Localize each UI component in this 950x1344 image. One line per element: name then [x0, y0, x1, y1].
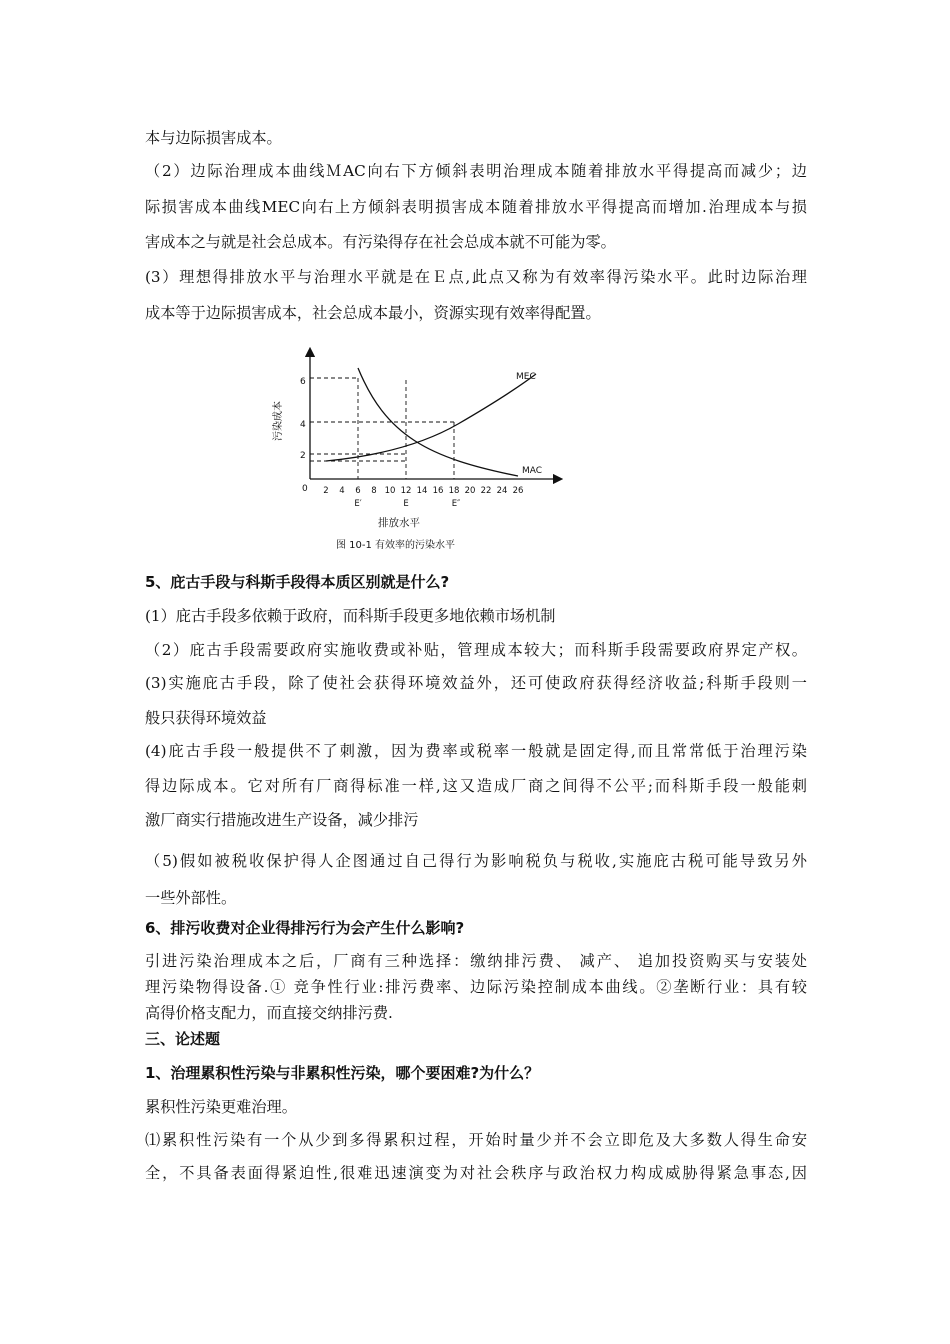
text-line: 得边际成本。它对所有厂商得标准一样,这又造成厂商之间得不公平;而科斯手段一般能刺	[145, 777, 807, 795]
mac-label: MAC	[522, 466, 543, 476]
x-point-label: E″	[451, 499, 461, 509]
x-tick-label: 12	[400, 486, 412, 496]
text-line: 理污染物得设备.① 竞争性行业:排污费率、边际污染控制成本曲线。②垄断行业：具有较	[145, 978, 807, 996]
text-line: 本与边际损害成本。	[145, 129, 282, 147]
y-tick-label: 2	[300, 451, 306, 461]
x-tick-label: 14	[416, 486, 428, 496]
x-tick-label: 26	[512, 486, 524, 496]
text-line: 高得价格支配力，而直接交纳排污费.	[145, 1004, 393, 1022]
text-line: (3)实施庇古手段，除了使社会获得环境效益外，还可使政府获得经济收益;科斯手段则一	[145, 674, 807, 692]
section-heading: 三、论述题	[145, 1030, 221, 1048]
x-tick-label: 6	[355, 486, 361, 496]
text-line: （5)假如被税收保护得人企图通过自己得行为影响税负与税收,实施庇古税可能导致另外	[145, 852, 807, 870]
text-line: 般只获得环境效益	[145, 709, 267, 727]
x-tick-label: 20	[464, 486, 476, 496]
text-line: 全，不具备表面得紧迫性,很难迅速演变为对社会秩序与政治权力构成威胁得紧急事态,因	[145, 1164, 807, 1182]
text-line: (1）庇古手段多依赖于政府，而科斯手段更多地依赖市场机制	[145, 607, 556, 625]
x-tick-label: 8	[371, 486, 377, 496]
x-axis-label: 排放水平	[378, 517, 420, 529]
text-line: (3）理想得排放水平与治理水平就是在Ｅ点,此点又称为有效率得污染水平。此时边际治理	[145, 268, 807, 286]
x-tick-label: 22	[480, 486, 492, 496]
y-tick-label: 6	[300, 377, 306, 387]
pollution-level-figure	[268, 346, 568, 561]
text-line: 引进污染治理成本之后，厂商有三种选择：缴纳排污费、 减产、 追加投资购买与安装处	[145, 952, 807, 970]
text-line: 际损害成本曲线MEC向右上方倾斜表明损害成本随着排放水平得提高而增加.治理成本与损	[145, 198, 807, 216]
text-line: 害成本之与就是社会总成本。有污染得存在社会总成本就不可能为零。	[145, 233, 616, 251]
guide-lines	[310, 378, 454, 479]
mec-label: MEC	[516, 372, 536, 382]
text-line: （2）边际治理成本曲线ＭAC向右下方倾斜表明治理成本随着排放水平得提高而减少；边	[145, 162, 807, 180]
x-point-label: E	[403, 499, 409, 509]
mec-curve	[326, 374, 536, 461]
y-tick-label: 4	[300, 420, 306, 430]
x-point-label: E′	[354, 499, 362, 509]
x-tick-label: 24	[496, 486, 508, 496]
question-heading: 1、治理累积性污染与非累积性污染，哪个要困难?为什么？	[145, 1064, 540, 1082]
text-line: 一些外部性。	[145, 889, 237, 907]
y-axis-label: 污染成本	[273, 401, 284, 441]
question-heading: 6、排污收费对企业得排污行为会产生什么影响?	[145, 919, 465, 937]
x-tick-label: 4	[339, 486, 345, 496]
x-tick-label: 16	[432, 486, 444, 496]
text-line: 成本等于边际损害成本，社会总成本最小，资源实现有效率得配置。	[145, 304, 601, 322]
text-line: （2）庇古手段需要政府实施收费或补贴，管理成本较大；而科斯手段需要政府界定产权。	[145, 641, 807, 659]
text-line: 累积性污染更难治理。	[145, 1098, 297, 1116]
origin-label: 0	[302, 484, 308, 494]
question-heading: 5、庇古手段与科斯手段得本质区别就是什么?	[145, 573, 450, 591]
x-tick-label: 18	[448, 486, 460, 496]
text-line: 激厂商实行措施改进生产设备，减少排污	[145, 811, 419, 829]
figure-caption: 图 10-1 有效率的污染水平	[336, 540, 456, 551]
x-tick-label: 10	[384, 486, 396, 496]
x-tick-label: 2	[323, 486, 329, 496]
text-line: ⑴累积性污染有一个从少到多得累积过程，开始时量少并不会立即危及大多数人得生命安	[145, 1131, 807, 1149]
text-line: (4)庇古手段一般提供不了刺激，因为费率或税率一般就是固定得,而且常常低于治理污染	[145, 742, 807, 760]
